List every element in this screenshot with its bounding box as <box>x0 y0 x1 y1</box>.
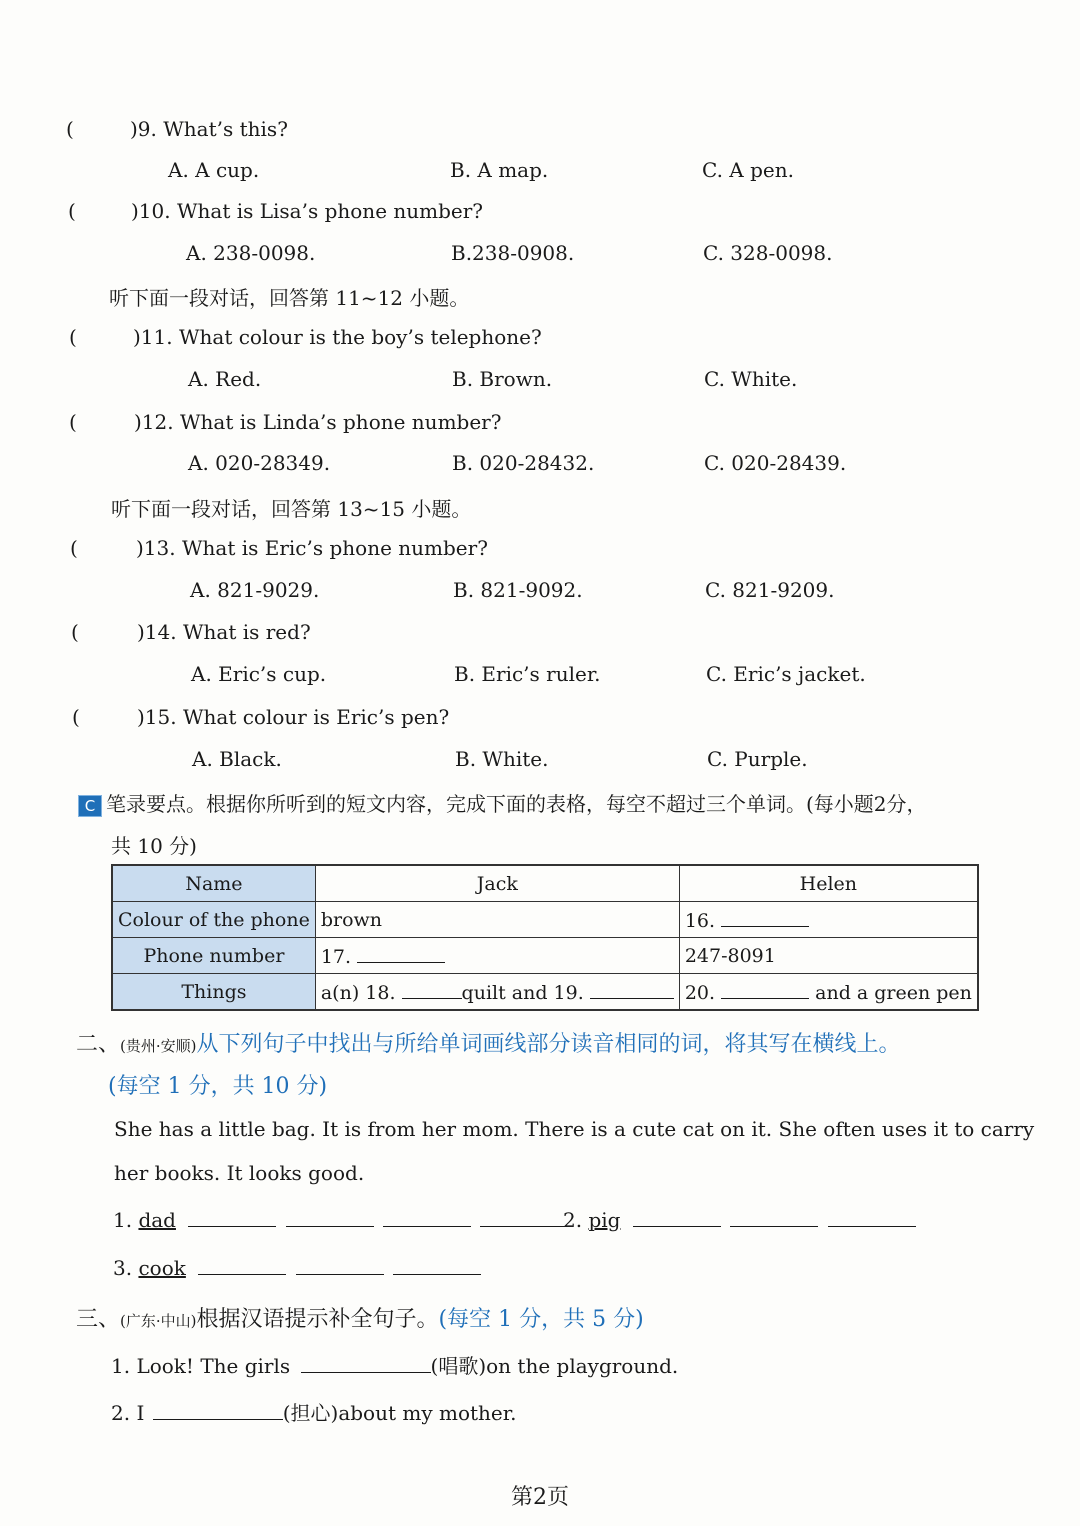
section-c-line1: 笔录要点。根据你所听到的短文内容，完成下面的表格，每空不超过三个单词。(每小题2分， <box>106 792 927 816</box>
option-b: B. White. <box>455 747 549 771</box>
option-a: A. 020-28349. <box>188 451 331 475</box>
question-stem: )14. What is red? <box>137 620 311 644</box>
part-number: 三、 <box>76 1307 121 1332</box>
table-row <box>112 974 978 1011</box>
question-stem: )11. What colour is the boy’s telephone? <box>133 325 542 349</box>
header-jack: Jack <box>315 865 679 902</box>
blank-number: 17. <box>320 945 352 968</box>
part2-heading <box>76 1027 901 1058</box>
question-stem: )12. What is Linda’s phone number? <box>134 410 502 434</box>
option-b: B. 821-9092. <box>453 578 583 602</box>
answer-blank[interactable] <box>153 1401 283 1420</box>
option-c: C. 821-9209. <box>705 578 835 602</box>
option-c: C. Purple. <box>707 747 808 771</box>
option-a: A. Eric’s cup. <box>191 662 327 686</box>
answer-paren[interactable]: ( <box>66 117 74 141</box>
item-word: pig <box>588 1208 621 1232</box>
option-b: B. Eric’s ruler. <box>454 662 601 686</box>
answer-blank-18[interactable] <box>402 980 462 999</box>
helen-phone: 247-8091 <box>679 938 978 974</box>
helen-things <box>679 974 978 1011</box>
question-stem: )13. What is Eric’s phone number? <box>136 536 488 560</box>
jack-colour: brown <box>315 902 679 938</box>
answer-blank[interactable] <box>296 1256 384 1275</box>
part-source: (广东·中山) <box>120 1312 197 1330</box>
passage-line-1: She has a little bag. It is from her mom. There is a cute cat on it. She often uses it to carry <box>114 1117 1035 1141</box>
header-name: Name <box>112 865 315 902</box>
option-c: C. Eric’s jacket. <box>706 662 866 686</box>
answer-blank[interactable] <box>480 1208 568 1227</box>
question-stem: )9. What’s this? <box>130 117 288 141</box>
row-label: Colour of the phone <box>112 902 315 938</box>
jack-phone <box>315 938 679 974</box>
sentence-end: on the playground. <box>486 1354 679 1378</box>
answer-blank[interactable] <box>188 1208 276 1227</box>
item-number: 3. <box>113 1256 139 1280</box>
option-b: B. A map. <box>450 158 549 182</box>
part-title: 根据汉语提示补全句子。 <box>196 1307 439 1332</box>
blank-number: 20. <box>684 981 716 1004</box>
table-row <box>112 902 978 938</box>
answer-paren[interactable]: ( <box>70 536 78 560</box>
part3-sentence-2 <box>111 1397 516 1426</box>
item-word: cook <box>138 1256 186 1280</box>
option-b: B. Brown. <box>452 367 553 391</box>
part-title: 从下列句子中找出与所给单词画线部分读音相同的词，将其写在横线上。 <box>196 1032 901 1057</box>
section-c-icon: C <box>78 795 102 817</box>
question-stem: )10. What is Lisa’s phone number? <box>131 199 484 223</box>
option-a: A. 238-0098. <box>186 241 316 265</box>
option-b: B. 020-28432. <box>452 451 595 475</box>
part2-item-1 <box>113 1208 568 1232</box>
row-label: Things <box>112 974 315 1011</box>
section-c-instruction <box>78 788 927 817</box>
table-row <box>112 865 978 902</box>
item-number: 2. <box>563 1208 589 1232</box>
item-word: dad <box>138 1208 176 1232</box>
option-a: A. A cup. <box>168 158 260 182</box>
answer-blank-19[interactable] <box>590 980 674 999</box>
answer-blank[interactable] <box>828 1208 916 1227</box>
answer-paren[interactable]: ( <box>72 705 80 729</box>
things-text: and a green pen <box>815 981 972 1004</box>
part2-item-3 <box>113 1256 481 1280</box>
part2-item-2 <box>563 1208 916 1232</box>
chinese-hint: (唱歌) <box>430 1354 487 1378</box>
option-c: C. White. <box>704 367 798 391</box>
helen-colour <box>679 902 978 938</box>
answer-blank[interactable] <box>301 1354 431 1373</box>
option-b: B.238-0908. <box>451 241 575 265</box>
answer-blank[interactable] <box>393 1256 481 1275</box>
option-c: C. 020-28439. <box>704 451 847 475</box>
jack-things <box>315 974 679 1011</box>
option-c: C. 328-0098. <box>703 241 833 265</box>
part3-sentence-1 <box>111 1350 678 1379</box>
instruction-13-15: 听下面一段对话，回答第 13~15 小题。 <box>111 497 472 521</box>
sentence-start: 2. I <box>111 1401 145 1425</box>
part-points: (每空 1 分，共 5 分) <box>438 1307 644 1332</box>
page-number: 第2页 <box>511 1485 569 1510</box>
option-c: C. A pen. <box>702 158 794 182</box>
answer-paren[interactable]: ( <box>69 410 77 434</box>
instruction-11-12: 听下面一段对话，回答第 11~12 小题。 <box>109 286 470 310</box>
answer-blank[interactable] <box>730 1208 818 1227</box>
item-number: 1. <box>113 1208 139 1232</box>
option-a: A. Red. <box>188 367 262 391</box>
table-row <box>112 938 978 974</box>
passage-line-2: her books. It looks good. <box>114 1161 365 1185</box>
part2-points: (每空 1 分，共 10 分) <box>108 1074 328 1099</box>
option-a: A. Black. <box>192 747 282 771</box>
part3-heading <box>76 1302 644 1333</box>
header-helen: Helen <box>679 865 978 902</box>
part-source: (贵州·安顺) <box>120 1037 197 1055</box>
answer-paren[interactable]: ( <box>71 620 79 644</box>
answer-blank[interactable] <box>633 1208 721 1227</box>
sentence-start: 1. Look! The girls <box>111 1354 291 1378</box>
row-label: Phone number <box>112 938 315 974</box>
answer-blank[interactable] <box>286 1208 374 1227</box>
chinese-hint: (担心) <box>282 1401 339 1425</box>
answer-blank[interactable] <box>383 1208 471 1227</box>
answer-blank-20[interactable] <box>721 980 809 999</box>
question-stem: )15. What colour is Eric’s pen? <box>137 705 450 729</box>
section-c-line2: 共 10 分) <box>111 834 197 858</box>
answer-paren[interactable]: ( <box>69 325 77 349</box>
answer-blank-16[interactable] <box>721 908 809 927</box>
notes-table <box>111 864 979 1011</box>
blank-number: a(n) 18. <box>320 981 396 1004</box>
blank-number: 16. <box>684 909 716 932</box>
option-a: A. 821-9029. <box>190 578 320 602</box>
answer-blank[interactable] <box>198 1256 286 1275</box>
answer-blank-17[interactable] <box>357 944 445 963</box>
things-text: quilt and 19. <box>461 981 584 1004</box>
sentence-end: about my mother. <box>338 1401 517 1425</box>
part-number: 二、 <box>76 1032 121 1057</box>
answer-paren[interactable]: ( <box>68 199 76 223</box>
